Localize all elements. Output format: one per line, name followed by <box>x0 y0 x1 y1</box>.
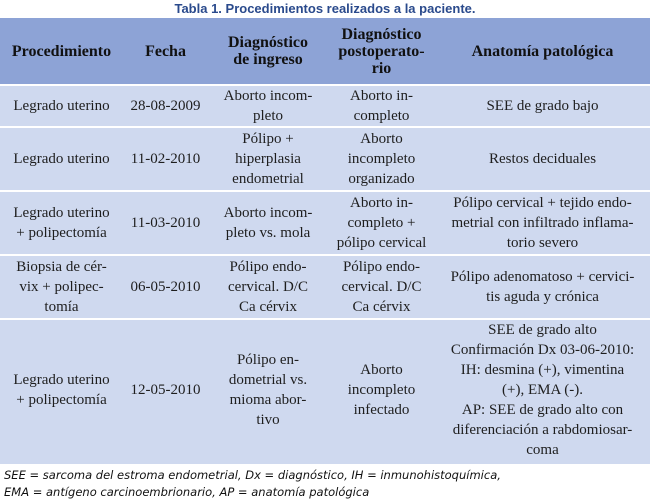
cell-procedimiento: Legrado uterino + polipectomía <box>0 191 123 255</box>
cell-anatomia-patologica: SEE de grado alto Confirmación Dx 03-06-2010: IH: desmina (+), vimentina (+), EMA (-). AP: SEE de grado alto con diferenciación a rabdomiosar- coma <box>435 319 650 460</box>
cell-procedimiento: Biopsia de cér- vix + polipec- tomía <box>0 255 123 319</box>
table-row <box>0 85 650 127</box>
cell-diagnostico-postoperatorio: Aborto incompleto infectado <box>328 319 435 460</box>
cell-diagnostico-ingreso: Pólipo en- dometrial vs. mioma abor- tivo <box>208 319 328 460</box>
table-row <box>0 127 650 191</box>
cell-procedimiento: Legrado uterino + polipectomía <box>0 319 123 460</box>
cell-fecha: 11-02-2010 <box>123 127 208 191</box>
header-fecha: Fecha <box>123 18 208 85</box>
cell-anatomia-patologica: Pólipo adenomatoso + cervici- tis aguda y crónica <box>435 255 650 319</box>
cell-fecha: 11-03-2010 <box>123 191 208 255</box>
table-row <box>0 255 650 319</box>
table-row <box>0 319 650 460</box>
cell-procedimiento: Legrado uterino <box>0 85 123 127</box>
table-header-row <box>0 18 650 85</box>
procedures-table-container <box>0 18 650 464</box>
cell-diagnostico-postoperatorio: Aborto in- completo + pólipo cervical <box>328 191 435 255</box>
cell-diagnostico-postoperatorio: Aborto incompleto organizado <box>328 127 435 191</box>
cell-fecha: 06-05-2010 <box>123 255 208 319</box>
cell-diagnostico-postoperatorio: Aborto in- completo <box>328 85 435 127</box>
table-row <box>0 191 650 255</box>
header-diagnostico-postoperatorio: Diagnóstico postoperato- rio <box>328 18 435 85</box>
cell-diagnostico-ingreso: Aborto incom- pleto vs. mola <box>208 191 328 255</box>
cell-fecha: 12-05-2010 <box>123 319 208 460</box>
header-anatomia-patologica: Anatomía patológica <box>435 18 650 85</box>
cell-diagnostico-ingreso: Aborto incom- pleto <box>208 85 328 127</box>
cell-anatomia-patologica: SEE de grado bajo <box>435 85 650 127</box>
cell-anatomia-patologica: Pólipo cervical + tejido endo- metrial con infiltrado inflama- torio severo <box>435 191 650 255</box>
table-caption: Tabla 1. Procedimientos realizados a la paciente. <box>174 1 476 16</box>
cell-anatomia-patologica: Restos deciduales <box>435 127 650 191</box>
header-procedimiento: Procedimiento <box>0 18 123 85</box>
procedures-table <box>0 18 650 460</box>
table-footnote: SEE = sarcoma del estroma endometrial, Dx = diagnóstico, IH = inmunohistoquímica, EMA = antígeno carcinoembrionario, AP = anatomía patológica <box>4 468 501 499</box>
cell-fecha: 28-08-2009 <box>123 85 208 127</box>
header-diagnostico-ingreso: Diagnóstico de ingreso <box>208 18 328 85</box>
cell-diagnostico-ingreso: Pólipo endo- cervical. D/C Ca cérvix <box>208 255 328 319</box>
cell-procedimiento: Legrado uterino <box>0 127 123 191</box>
cell-diagnostico-ingreso: Pólipo + hiperplasia endometrial <box>208 127 328 191</box>
cell-diagnostico-postoperatorio: Pólipo endo- cervical. D/C Ca cérvix <box>328 255 435 319</box>
